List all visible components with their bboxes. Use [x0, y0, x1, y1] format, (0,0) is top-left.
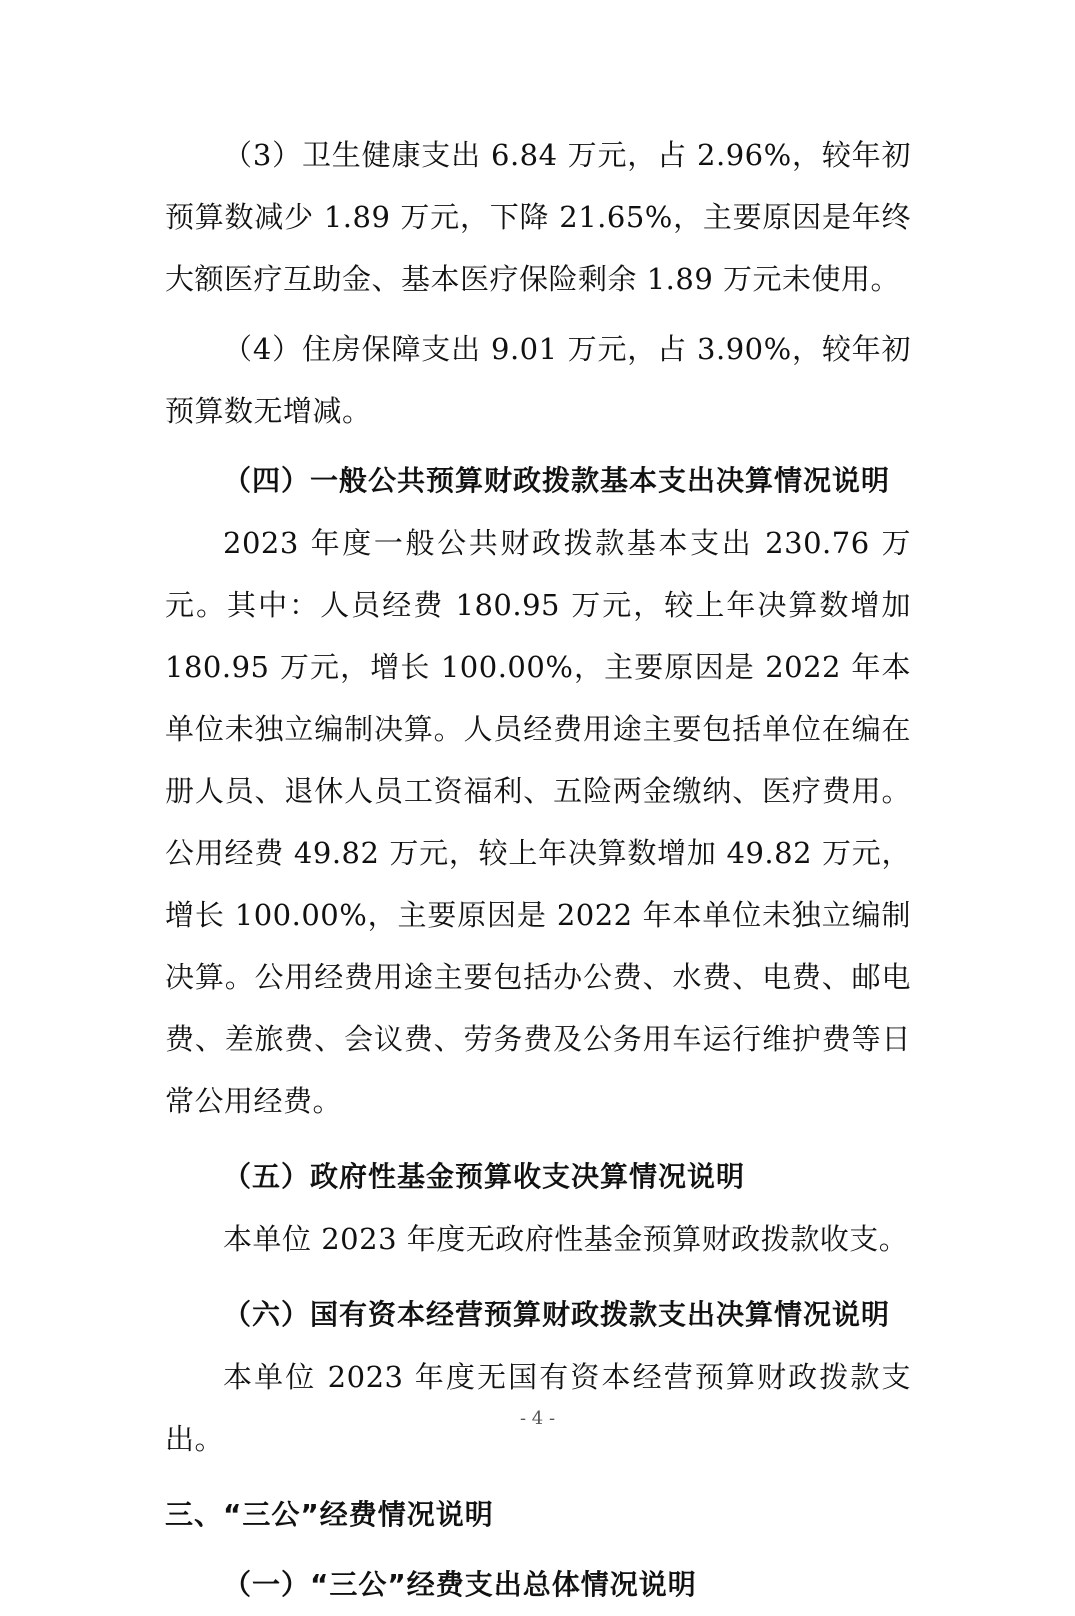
page-number: - 4 -	[519, 1408, 556, 1429]
heading-three-public-expenses: 三、“三公”经费情况说明	[165, 1498, 494, 1531]
paragraph-government-fund: 本单位 2023 年度无政府性基金预算财政拨款收支。	[223, 1222, 909, 1256]
heading-basic-expenditure: （四）一般公共预算财政拨款基本支出决算情况说明	[223, 464, 891, 497]
paragraph-housing-expenditure: （4）住房保障支出 9.01 万元，占 3.90%，较年初预算数无增减。	[165, 332, 911, 428]
heading-government-fund: （五）政府性基金预算收支决算情况说明	[223, 1160, 746, 1193]
paragraph-health-expenditure: （3）卫生健康支出 6.84 万元，占 2.96%，较年初预算数减少 1.89 万元，下降 21.65%，主要原因是年终大额医疗互助金、基本医疗保险剩余 1.89 万元未使用。	[165, 138, 911, 296]
heading-three-public-overview: （一）“三公”经费支出总体情况说明	[223, 1568, 697, 1601]
heading-state-capital: （六）国有资本经营预算财政拨款支出决算情况说明	[223, 1298, 891, 1331]
document-body	[165, 124, 911, 1616]
paragraph-state-capital: 本单位 2023 年度无国有资本经营预算财政拨款支出。	[165, 1360, 911, 1456]
paragraph-basic-expenditure: 2023 年度一般公共财政拨款基本支出 230.76 万元。其中：人员经费 180.95 万元，较上年决算数增加 180.95 万元，增长 100.00%，主要原因是 2022 年本单位未独立编制决算。人员经费用途主要包括单位在编在册人员、退休人员工资福利、五险两金缴纳、医疗费用。公用经费 49.82 万元，较上年决算数增加 49.82 万元，增长 100.00%，主要原因是 2022 年本单位未独立编制决算。公用经费用途主要包括办公费、水费、电费、邮电费、差旅费、会议费、劳务费及公务用车运行维护费等日常公用经费。	[165, 526, 911, 1118]
